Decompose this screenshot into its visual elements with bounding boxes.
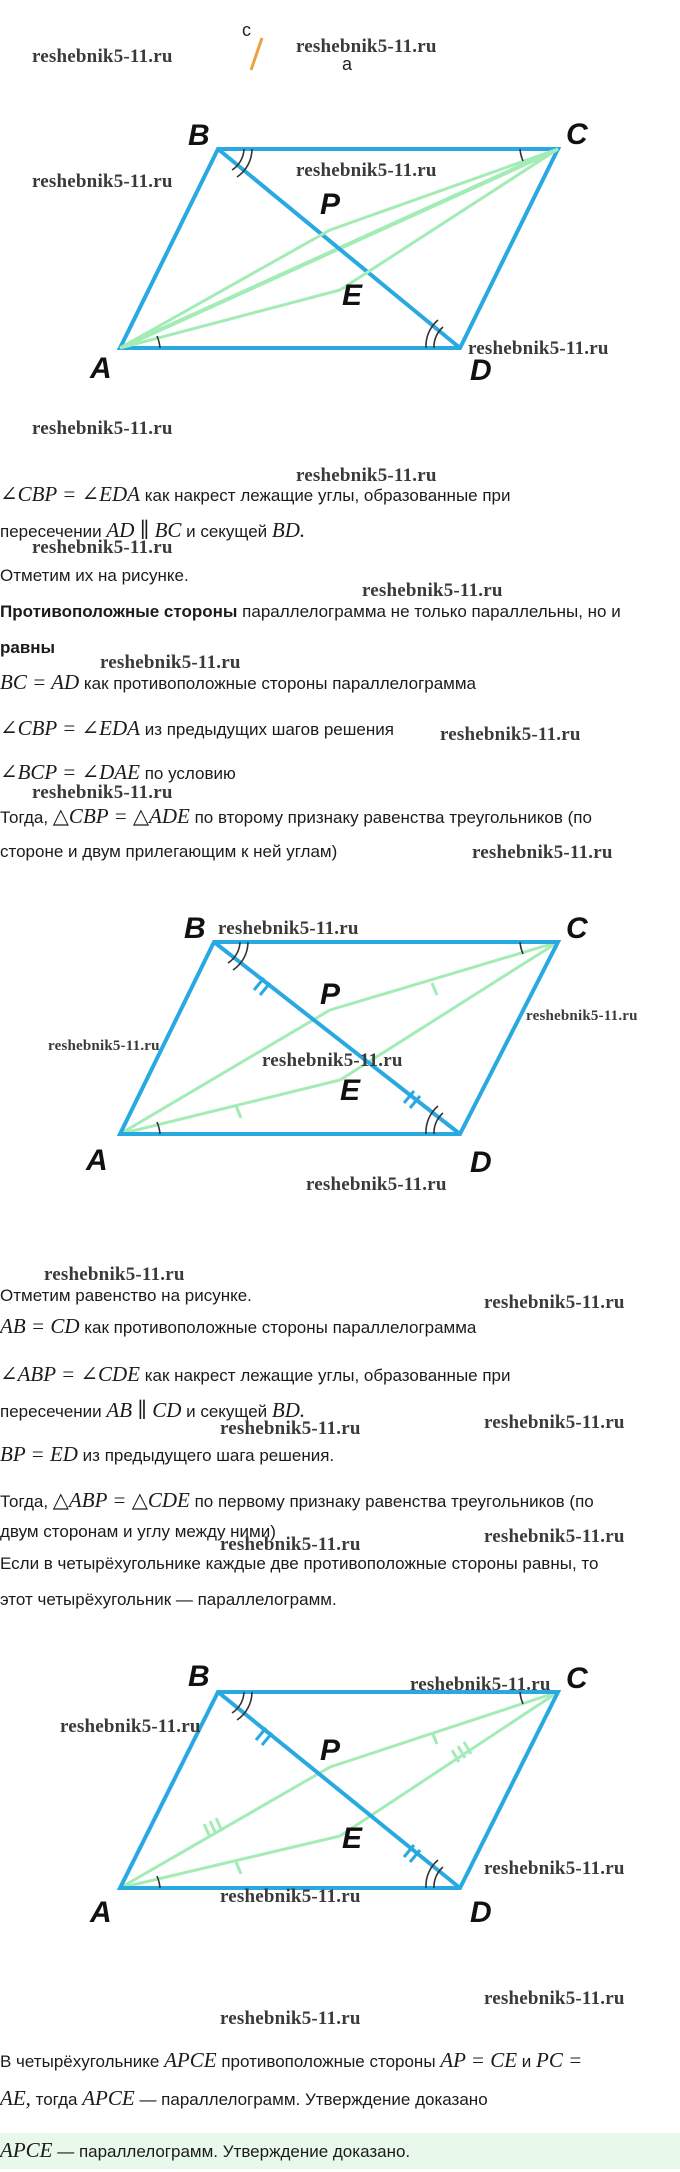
vertex-b: B bbox=[184, 912, 206, 945]
vertex-a: A bbox=[90, 352, 112, 385]
point-e: E bbox=[342, 1822, 363, 1855]
watermark: reshebnik5-11.ru bbox=[296, 465, 437, 486]
text-line: пересечении AB ∥ CD и секущей BD. bbox=[0, 1398, 306, 1422]
text-line: Отметим равенство на рисунке. bbox=[0, 1286, 252, 1305]
top-fragment bbox=[0, 0, 680, 80]
segment-ec bbox=[340, 1692, 558, 1836]
watermark: reshebnik5-11.ru bbox=[296, 36, 437, 57]
vertex-b: B bbox=[188, 1660, 210, 1693]
watermark: reshebnik5-11.ru bbox=[410, 1674, 551, 1695]
watermark: reshebnik5-11.ru bbox=[262, 1050, 403, 1071]
vertex-c: C bbox=[566, 1662, 588, 1695]
point-p: P bbox=[320, 978, 341, 1011]
watermark: reshebnik5-11.ru bbox=[32, 537, 173, 558]
segment-ae bbox=[120, 1080, 340, 1134]
watermark: reshebnik5-11.ru bbox=[220, 1886, 361, 1907]
watermark: reshebnik5-11.ru bbox=[32, 418, 173, 439]
text-line: AB = CD как противоположные стороны параллелограмма bbox=[0, 1314, 477, 1338]
vertex-a: A bbox=[90, 1896, 112, 1929]
watermark: reshebnik5-11.ru bbox=[44, 1264, 185, 1285]
point-p: P bbox=[320, 1734, 341, 1767]
watermark: reshebnik5-11.ru bbox=[220, 1418, 361, 1439]
text-line: ∠BCP = ∠DAE по условию bbox=[0, 760, 236, 784]
text-line: ∠CBP = ∠EDA из предыдущих шагов решения bbox=[0, 716, 394, 740]
text-line: ∠CBP = ∠EDA как накрест лежащие углы, образованные при bbox=[0, 482, 511, 506]
diagonal-bd bbox=[218, 1692, 460, 1888]
watermark: reshebnik5-11.ru bbox=[440, 724, 581, 745]
vertex-d: D bbox=[470, 1146, 492, 1179]
watermark: reshebnik5-11.ru bbox=[100, 652, 241, 673]
watermark: reshebnik5-11.ru bbox=[220, 2008, 361, 2029]
watermark: reshebnik5-11.ru bbox=[484, 1858, 625, 1879]
watermark: reshebnik5-11.ru bbox=[48, 1038, 160, 1054]
tick-ae bbox=[236, 1862, 241, 1874]
segment-ae bbox=[120, 1836, 340, 1888]
figure-3 bbox=[0, 1640, 680, 1960]
triple-tick-ap bbox=[204, 1824, 210, 1837]
watermark: reshebnik5-11.ru bbox=[526, 1008, 638, 1024]
point-p: P bbox=[320, 188, 341, 221]
watermark: reshebnik5-11.ru bbox=[60, 1716, 201, 1737]
vertex-d: D bbox=[470, 354, 492, 387]
watermark: reshebnik5-11.ru bbox=[32, 171, 173, 192]
watermark: reshebnik5-11.ru bbox=[218, 918, 359, 939]
vertex-c: C bbox=[566, 912, 588, 945]
watermark: reshebnik5-11.ru bbox=[484, 1988, 625, 2009]
double-tick-bp bbox=[256, 1728, 266, 1740]
text-line: BC = AD как противоположные стороны параллелограмма bbox=[0, 670, 477, 694]
vertex-c: C bbox=[566, 118, 588, 151]
watermark: reshebnik5-11.ru bbox=[484, 1412, 625, 1433]
text-line: стороне и двум прилегающим к ней углам) bbox=[0, 842, 338, 861]
watermark: reshebnik5-11.ru bbox=[32, 46, 173, 67]
segment-pc bbox=[330, 942, 558, 1010]
watermark: reshebnik5-11.ru bbox=[306, 1174, 447, 1195]
text-line: двум сторонам и углу между ними) bbox=[0, 1522, 276, 1541]
watermark: reshebnik5-11.ru bbox=[484, 1292, 625, 1313]
point-e: E bbox=[340, 1074, 361, 1107]
vertex-d: D bbox=[470, 1896, 492, 1929]
tick-pc bbox=[432, 983, 437, 995]
text-line: Противоположные стороны параллелограмма не только параллельны, но и bbox=[0, 602, 621, 621]
vertex-a: A bbox=[86, 1144, 108, 1177]
segment-ap bbox=[120, 230, 330, 348]
diagonal-bd bbox=[214, 942, 460, 1134]
text-line: BP = ED из предыдущего шага решения. bbox=[0, 1442, 335, 1466]
answer-text: APCE — параллелограмм. Утверждение доказано. bbox=[0, 2138, 411, 2162]
text-line: Если в четырёхугольнике каждые две противоположные стороны равны, то bbox=[0, 1554, 599, 1573]
watermark: reshebnik5-11.ru bbox=[484, 1526, 625, 1547]
watermark: reshebnik5-11.ru bbox=[296, 160, 437, 181]
label-a: a bbox=[342, 54, 353, 74]
segment-pc bbox=[330, 1692, 558, 1767]
text-line: В четырёхугольнике APCE противоположные стороны AP = CE и PC = bbox=[0, 2048, 583, 2072]
double-tick-bp bbox=[254, 978, 264, 990]
tick-ae bbox=[236, 1106, 241, 1118]
point-e: E bbox=[342, 279, 363, 312]
text-line: равны bbox=[0, 638, 56, 657]
watermark: reshebnik5-11.ru bbox=[220, 1534, 361, 1555]
watermark: reshebnik5-11.ru bbox=[472, 842, 613, 863]
text-line: этот четырёхугольник — параллелограмм. bbox=[0, 1590, 337, 1609]
watermark: reshebnik5-11.ru bbox=[468, 338, 609, 359]
text-line: ∠ABP = ∠CDE как накрест лежащие углы, образованные при bbox=[0, 1362, 511, 1386]
watermark: reshebnik5-11.ru bbox=[362, 580, 503, 601]
watermark: reshebnik5-11.ru bbox=[32, 782, 173, 803]
vertex-b: B bbox=[188, 119, 210, 152]
label-c: c bbox=[242, 20, 251, 40]
text-line: Отметим их на рисунке. bbox=[0, 566, 189, 585]
text-line: AE, тогда APCE — параллелограмм. Утверждение доказано bbox=[0, 2086, 488, 2110]
text-line: Тогда, △CBP = △ADE по второму признаку равенства треугольников (по bbox=[0, 804, 592, 828]
text-line: Тогда, △ABP = △CDE по первому признаку равенства треугольников (по bbox=[0, 1488, 594, 1512]
text-line: пересечении AD ∥ BC и секущей BD. bbox=[0, 518, 306, 542]
segment-c bbox=[251, 38, 262, 70]
